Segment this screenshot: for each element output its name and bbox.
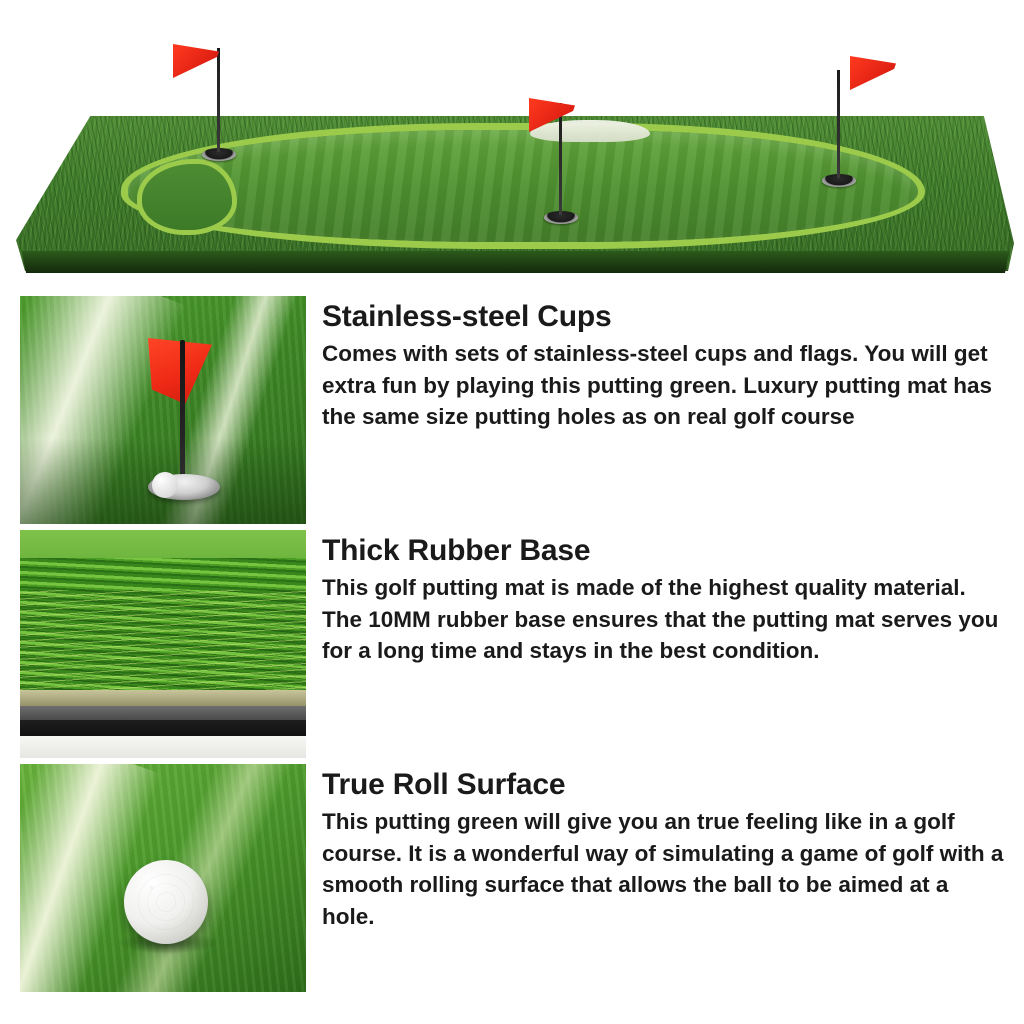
grass-blades-highlight bbox=[20, 590, 306, 700]
feature-text-block bbox=[322, 296, 1006, 433]
feature-title: Thick Rubber Base bbox=[322, 534, 591, 567]
flag-right bbox=[850, 56, 896, 90]
feature-body: This golf putting mat is made of the highest quality material. The 10MM rubber base ensures that the putting mat serves you for a long time and stays in the best condition. bbox=[322, 574, 999, 664]
rubber-base-layer bbox=[20, 720, 306, 736]
feature-title: True Roll Surface bbox=[322, 768, 566, 801]
flag-pole bbox=[180, 340, 185, 488]
flag-pole-right bbox=[837, 70, 840, 178]
backing-layer bbox=[20, 706, 306, 720]
hero-product-image bbox=[0, 0, 1024, 288]
feature-stainless-steel-cups bbox=[0, 296, 1024, 524]
putting-green-surface bbox=[128, 130, 918, 242]
feature-true-roll-surface bbox=[0, 764, 1024, 992]
golf-ball bbox=[124, 860, 208, 944]
flag-pole-center bbox=[559, 103, 562, 215]
hero-scene bbox=[10, 8, 1014, 280]
floor-surface bbox=[20, 736, 306, 758]
flag-pole-left bbox=[217, 48, 220, 152]
putting-green-notch bbox=[142, 164, 232, 230]
feature-thick-rubber-base bbox=[0, 530, 1024, 758]
golf-ball bbox=[152, 472, 178, 498]
feature-image-true-roll-surface bbox=[20, 764, 306, 992]
feature-body: This putting green will give you an true feeling like in a golf course. It is a wonderful way of simulating a game of golf with a smooth rolling surface that allows the ball to be aimed at a hole. bbox=[322, 808, 1004, 930]
feature-body: Comes with sets of stainless-steel cups and flags. You will get extra fun by playing this putting green. Luxury putting mat has the same size putting holes as on real golf course bbox=[322, 340, 993, 430]
feature-title: Stainless-steel Cups bbox=[322, 300, 612, 333]
feature-image-stainless-steel-cups bbox=[20, 296, 306, 524]
turf-front-edge bbox=[10, 251, 1014, 273]
white-fringe-patch bbox=[530, 120, 650, 142]
feature-text-block bbox=[322, 764, 1006, 933]
feature-image-thick-rubber-base bbox=[20, 530, 306, 758]
feature-list bbox=[0, 288, 1024, 992]
feature-text-block bbox=[322, 530, 1006, 667]
flag-left bbox=[173, 44, 219, 78]
